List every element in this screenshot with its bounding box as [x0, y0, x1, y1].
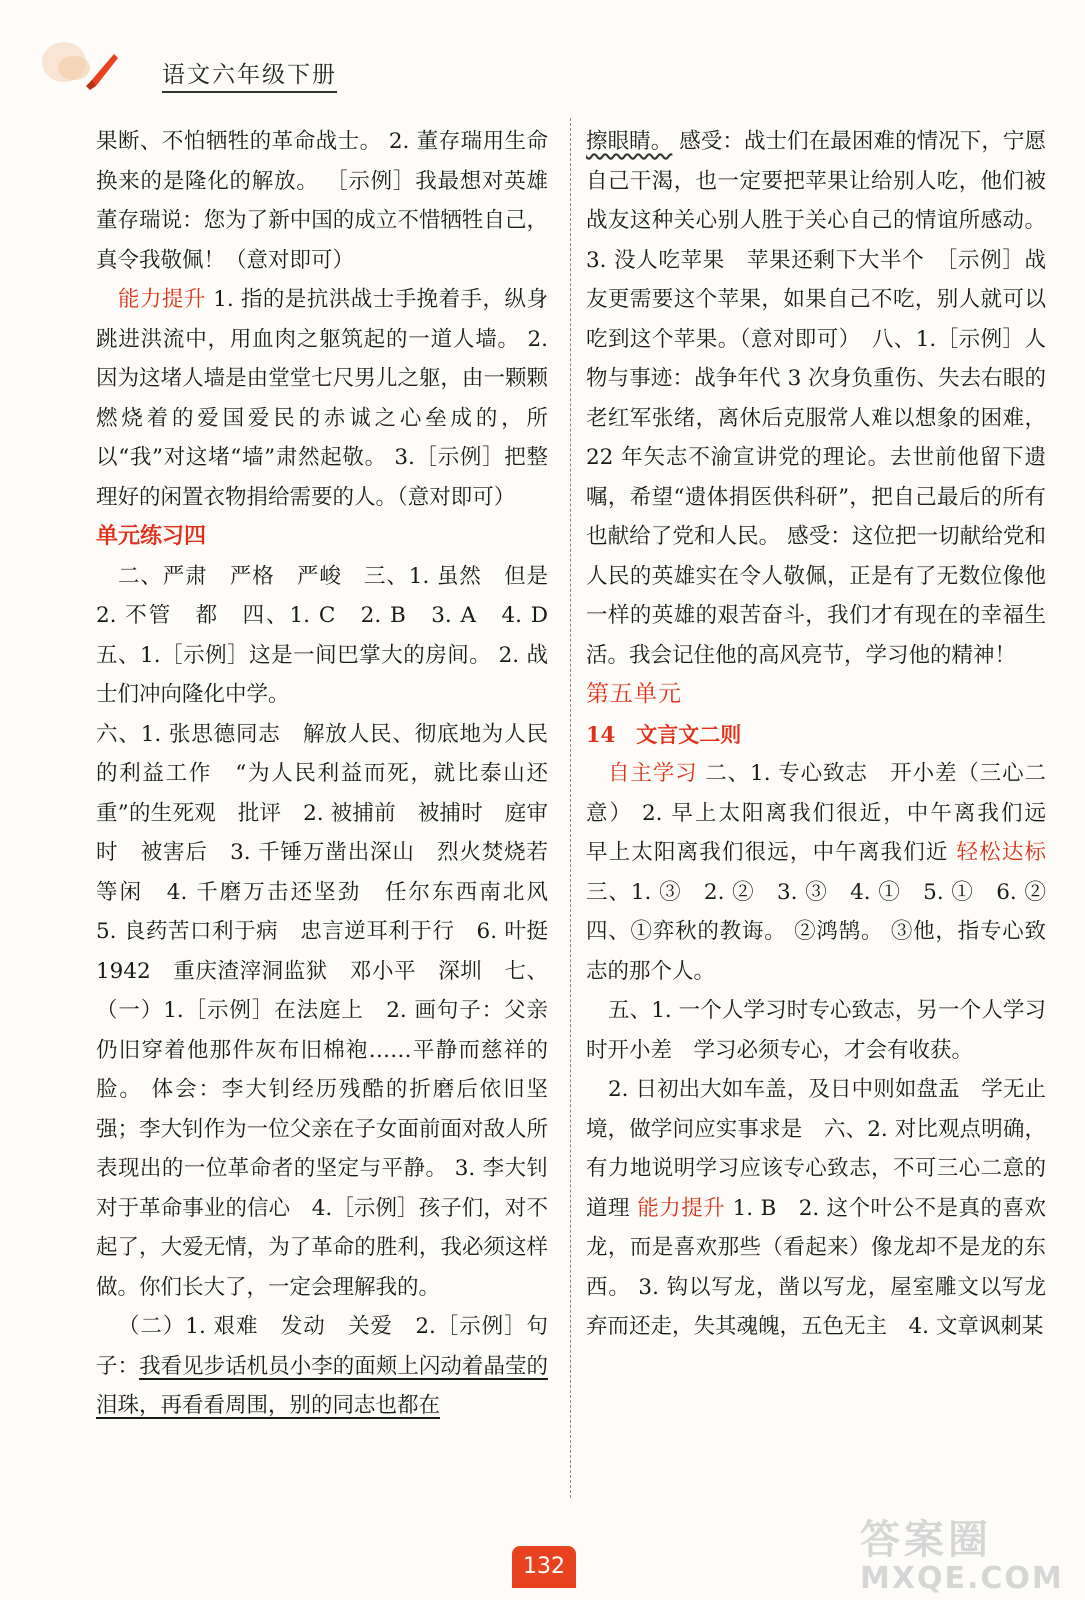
page-number: 132: [512, 1546, 576, 1588]
left-paragraph-1: 果断、不怕牺牲的革命战士。 2. 董存瑞用生命换来的是隆化的解放。 ［示例］我最想对英雄董存瑞说：您为了新中国的成立不惜牺牲自己，真令我敬佩！（意对即可）: [96, 129, 548, 273]
lesson-heading: [586, 715, 1046, 755]
lesson-title: 文言文二则: [636, 721, 742, 747]
section-tag-ability: 能力提升: [118, 287, 206, 312]
right-paragraph-1: [586, 122, 1046, 675]
left-paragraph-3: 二、严肃 严格 严峻 三、1. 虽然 但是 2. 不管 都 四、1. C 2. B 3. A 4. D 五、1.［示例］这是一间巴掌大的房间。 2. 战士们冲向隆化中学。: [96, 563, 570, 707]
brush-logo-icon: [40, 32, 120, 92]
left-paragraph-5: [96, 1307, 548, 1426]
unit-practice-heading: 单元练习四: [96, 523, 207, 549]
left-paragraph-5-underlined: 我看见步话机员小李的面颊上闪动着晶莹的泪珠，再看看周围，别的同志也都在: [96, 1353, 548, 1418]
column-divider: [570, 118, 571, 1498]
left-paragraph-2: [96, 280, 548, 517]
watermark-top: 答案圈: [860, 1517, 992, 1563]
right-paragraph-2: [586, 754, 1068, 991]
right-paragraph-4a: 2. 日初出大如车盖，及日中则如盘盂 学无止境，做学问应实事求是 六、2. 对比观点明确，有力地说明学习应该专心致志，不可三心二意的道理: [586, 1077, 1046, 1221]
right-paragraph-4: [586, 1070, 1068, 1347]
right-paragraph-2a: 二、1. 专心致志 开小差（三心二意） 2. 早上太阳离我们很近，中午离我们远 早上太阳离我们很远，中午离我们近: [586, 761, 1068, 865]
left-paragraph-4: 六、1. 张思德同志 解放人民、彻底地为人民的利益工作 “为人民利益而死，就比泰山还重”的生死观 批评 2. 被捕前 被捕时 庭审时 被害后 3. 千锤万凿出深山 烈火焚烧若等闲 4. 千磨万击还坚劲 任尔东西南北风 5. 良药苦口利于病 忠言逆耳利于行 6. 叶挺 1942 重庆渣滓洞监狱 邓小平 深圳 七、（一）1.［示例］在法庭上 2. 画句子：父亲仍旧穿着他那件灰布旧棉袍……平静而慈祥的脸。 体会：李大钊经历残酷的折磨后依旧坚强；李大钊作为一位父亲在子女面前面对敌人所表现出的一位革命者的坚定与平静。 3. 李大钊对于革命事业的信心 4.［示例］孩子们，对不起了，大爱无情，为了革命的胜利，我必须这样做。你们长大了，一定会理解我的。: [96, 721, 570, 1300]
left-paragraph-2-text: 1. 指的是抗洪战士手挽着手，纵身跳进洪流中，用血肉之躯筑起的一道人墙。 2. 因为这堵人墙是由堂堂七尺男儿之躯，由一颗颗燃烧着的爱国爱民的赤诚之心垒成的，所以“我”对这堵“墙”肃然起敬。 3.［示例］把整理好的闲置衣物捐给需要的人。（意对即可）: [96, 287, 548, 510]
left-paragraph-5-start: （二）1. 艰难 发动 关爱 2.［示例］句子：: [96, 1314, 548, 1379]
section-tag-ability-right: 能力提升: [637, 1195, 726, 1221]
right-paragraph-3: 五、1. 一个人学习时专心致志，另一个人学习时开小差 学习必须专心，才会有收获。: [586, 998, 1046, 1063]
book-title: 语文六年级下册: [162, 56, 337, 93]
watermark-logo: [860, 1508, 1070, 1594]
right-paragraph-1-wavy: 擦眼睛。: [586, 129, 673, 154]
right-paragraph-4b: 1. B 2. 这个叶公不是真的喜欢龙，而是喜欢那些（看起来）像龙却不是龙的东西。 3. 钩以写龙，凿以写龙，屋室雕文以写龙 弃而还走，失其魂魄，五色无主 4. 文章讽刺某: [586, 1195, 1068, 1339]
section-tag-easy: 轻松达标: [956, 840, 1046, 865]
right-column: [586, 122, 1068, 1347]
watermark-bottom: MXQE.COM: [860, 1561, 1064, 1596]
section-tag-self-study: 自主学习: [608, 761, 698, 786]
right-paragraph-1-text: 感受：战士们在最困难的情况下，宁愿自己干渴，也一定要把苹果让给别人吃，他们被战友这种关心别人胜于关心自己的情谊所感动。 3. 没人吃苹果 苹果还剩下大半个 ［示例］战友更需要这个苹果，如果自己不吃，别人就可以吃到这个苹果。（意对即可） 八、1.［示例］人物与事迹：战争年代 3 次身负重伤、失去右眼的老红军张绪，离休后克服常人难以想象的困难，22 年矢志不渝宣讲党的理论。去世前他留下遗嘱，希望“遗体捐医供科研”，把自己最后的所有也献给了党和人民。 感受：这位把一切献给党和人民的英雄实在令人敬佩，正是有了无数位像他一样的英雄的艰苦奋斗，我们才有现在的幸福生活。我会记住他的高风亮节，学习他的精神！: [586, 129, 1046, 668]
right-paragraph-2b: 三、1. ③ 2. ② 3. ③ 4. ① 5. ① 6. ② 四、①弈秋的教诲。 ②鸿鹄。 ③他，指专心致志的那个人。: [586, 879, 1068, 984]
lesson-number: 14: [586, 721, 616, 747]
page-header: [40, 28, 640, 98]
unit-five-heading: 第五单元: [586, 681, 682, 707]
left-column: [96, 122, 570, 1426]
